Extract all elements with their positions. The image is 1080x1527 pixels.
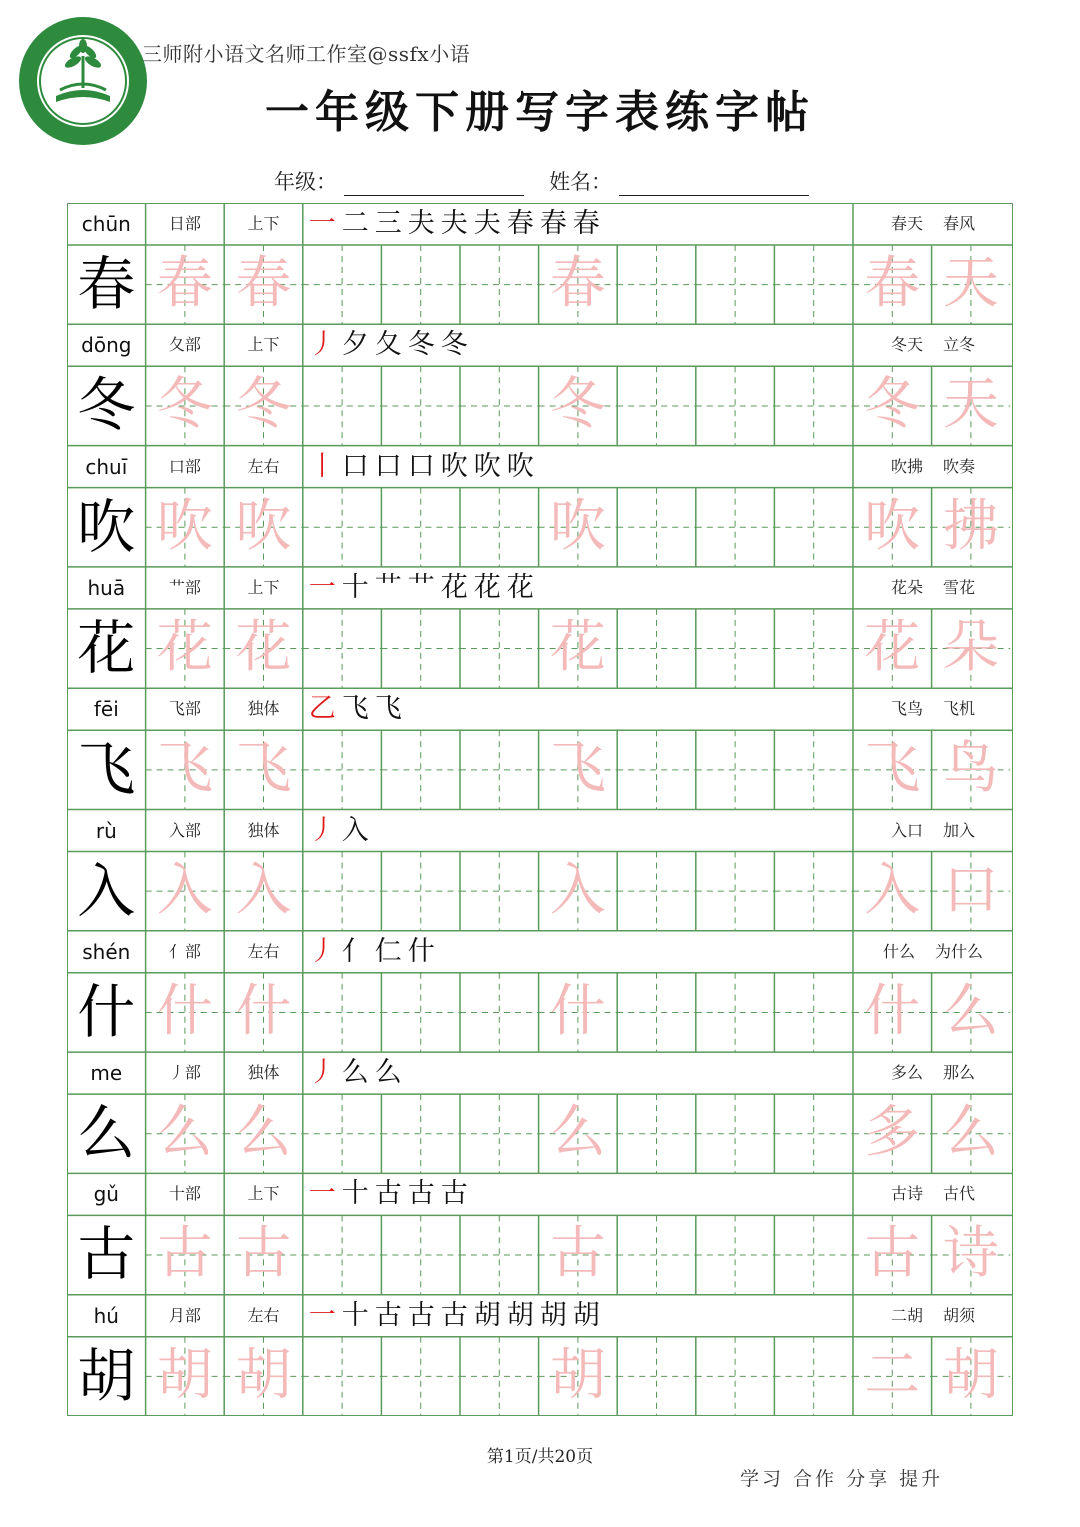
word-trace-character: 什 bbox=[864, 978, 921, 1044]
model-character: 入 bbox=[77, 856, 136, 925]
word-trace-character: 春 bbox=[864, 251, 921, 316]
practice-cell[interactable] bbox=[460, 973, 539, 1052]
example-word: 入口 bbox=[890, 820, 923, 840]
practice-cell[interactable] bbox=[381, 852, 460, 931]
trace-character: 入 bbox=[549, 857, 606, 923]
pinyin-label: huā bbox=[87, 575, 126, 600]
stroke-step: 古 bbox=[374, 1299, 408, 1331]
practice-cell[interactable] bbox=[381, 1337, 460, 1416]
radical-label: 亻部 bbox=[168, 941, 201, 961]
practice-cell[interactable] bbox=[303, 1094, 382, 1173]
practice-cell[interactable] bbox=[460, 245, 539, 324]
stroke-step: 冬 bbox=[440, 329, 474, 361]
stroke-step: 乙 bbox=[308, 693, 342, 725]
stroke-step: 胡 bbox=[539, 1299, 573, 1331]
practice-cell[interactable] bbox=[381, 609, 460, 688]
stroke-step: 春 bbox=[506, 208, 540, 239]
stroke-order bbox=[309, 1295, 853, 1337]
stroke-step: 十 bbox=[341, 571, 375, 603]
stroke-step: 夫 bbox=[473, 208, 507, 239]
example-words bbox=[853, 1052, 1013, 1094]
stroke-step: 三 bbox=[374, 208, 408, 239]
stroke-step: 艹 bbox=[407, 571, 441, 603]
trace-character: 古 bbox=[549, 1221, 606, 1287]
example-word: 胡须 bbox=[943, 1305, 976, 1325]
trace-character: 花 bbox=[549, 614, 606, 680]
word-trace-character: 飞 bbox=[864, 736, 921, 802]
radical-label: 日部 bbox=[168, 214, 201, 233]
stroke-step: 丿 bbox=[308, 329, 342, 361]
model-character: 胡 bbox=[77, 1341, 136, 1410]
practice-cell[interactable] bbox=[460, 1215, 539, 1294]
stroke-step: 古 bbox=[440, 1178, 474, 1210]
practice-cell[interactable] bbox=[303, 609, 382, 688]
practice-cell[interactable] bbox=[696, 609, 775, 688]
model-character: 么 bbox=[77, 1099, 136, 1168]
practice-cell[interactable] bbox=[460, 730, 539, 809]
practice-cell[interactable] bbox=[696, 488, 775, 567]
stroke-order bbox=[309, 1052, 853, 1094]
stroke-step: 口 bbox=[341, 450, 375, 482]
practice-cell[interactable] bbox=[774, 973, 853, 1052]
example-word: 古诗 bbox=[890, 1184, 923, 1204]
stroke-step: 花 bbox=[473, 571, 507, 603]
trace-character: 入 bbox=[235, 857, 292, 923]
stroke-step: 胡 bbox=[473, 1299, 507, 1331]
practice-cell[interactable] bbox=[696, 1094, 775, 1173]
stroke-step: 十 bbox=[341, 1178, 375, 1210]
word-trace-character: 拂 bbox=[942, 493, 999, 559]
structure-label: 左右 bbox=[247, 941, 280, 961]
trace-character: 入 bbox=[156, 857, 213, 923]
word-trace-character: 二 bbox=[864, 1342, 921, 1408]
example-word: 为什么 bbox=[935, 941, 984, 961]
stroke-order bbox=[309, 446, 853, 488]
stroke-step: 什 bbox=[407, 935, 441, 967]
example-words bbox=[853, 810, 1013, 852]
practice-cell[interactable] bbox=[774, 1337, 853, 1416]
stroke-step: 口 bbox=[407, 450, 441, 482]
trace-character: 花 bbox=[235, 614, 292, 680]
model-character: 冬 bbox=[77, 371, 136, 440]
example-word: 春天 bbox=[890, 214, 923, 233]
practice-cell[interactable] bbox=[774, 609, 853, 688]
stroke-step: 一 bbox=[308, 1178, 342, 1210]
trace-character: 胡 bbox=[549, 1342, 606, 1408]
practice-cell[interactable] bbox=[381, 488, 460, 567]
trace-character: 吹 bbox=[156, 493, 213, 559]
trace-character: 什 bbox=[549, 978, 606, 1044]
word-trace-character: 胡 bbox=[942, 1342, 999, 1408]
structure-label: 左右 bbox=[247, 1305, 280, 1325]
trace-character: 古 bbox=[156, 1221, 213, 1287]
practice-cell[interactable] bbox=[696, 730, 775, 809]
practice-cell[interactable] bbox=[303, 1215, 382, 1294]
practice-cell[interactable] bbox=[303, 730, 382, 809]
practice-cell[interactable] bbox=[460, 1094, 539, 1173]
practice-cell[interactable] bbox=[617, 730, 696, 809]
word-trace-character: 入 bbox=[864, 857, 921, 923]
pinyin-label: hú bbox=[93, 1303, 119, 1328]
practice-grid bbox=[67, 203, 1013, 1416]
page-title: 一年级下册写字表练字帖 bbox=[265, 87, 815, 138]
pinyin-label: dōng bbox=[81, 333, 132, 358]
studio-header: 三师附小语文名师工作室@ssfx小语 bbox=[142, 42, 471, 66]
stroke-step: 亻 bbox=[341, 935, 375, 967]
trace-character: 什 bbox=[156, 978, 213, 1044]
structure-label: 上下 bbox=[247, 577, 280, 597]
example-word: 二胡 bbox=[890, 1305, 923, 1325]
word-trace-character: 天 bbox=[942, 372, 999, 438]
practice-cell[interactable] bbox=[381, 973, 460, 1052]
stroke-order bbox=[309, 567, 853, 609]
footer-motto: 学习 合作 分享 提升 bbox=[740, 1468, 944, 1490]
model-character: 吹 bbox=[77, 492, 136, 561]
practice-cell[interactable] bbox=[303, 973, 382, 1052]
practice-cell[interactable] bbox=[617, 973, 696, 1052]
practice-cell[interactable] bbox=[381, 1215, 460, 1294]
practice-cell[interactable] bbox=[774, 245, 853, 324]
word-trace-character: 么 bbox=[942, 1100, 999, 1166]
word-trace-character: 朵 bbox=[942, 614, 999, 680]
example-word: 什么 bbox=[882, 941, 915, 961]
example-word: 立冬 bbox=[943, 335, 976, 355]
trace-character: 胡 bbox=[235, 1342, 292, 1408]
practice-cell[interactable] bbox=[696, 366, 775, 445]
example-word: 多么 bbox=[890, 1063, 923, 1083]
stroke-step: 古 bbox=[407, 1299, 441, 1331]
pinyin-label: chūn bbox=[81, 212, 131, 236]
word-trace-character: 天 bbox=[942, 251, 999, 316]
example-word: 雪花 bbox=[943, 577, 976, 597]
stroke-step: 丿 bbox=[308, 935, 342, 967]
stroke-step: 二 bbox=[341, 208, 375, 239]
stroke-step: 古 bbox=[440, 1299, 474, 1331]
stroke-step: 丿 bbox=[308, 814, 342, 846]
practice-cell[interactable] bbox=[460, 366, 539, 445]
radical-label: 十部 bbox=[168, 1184, 201, 1204]
stroke-step: 夫 bbox=[440, 208, 474, 239]
word-trace-character: 冬 bbox=[864, 372, 921, 438]
example-word: 那么 bbox=[943, 1063, 976, 1083]
structure-label: 上下 bbox=[247, 1184, 280, 1204]
practice-cell[interactable] bbox=[696, 245, 775, 324]
stroke-step: 一 bbox=[308, 571, 342, 603]
practice-cell[interactable] bbox=[617, 609, 696, 688]
practice-cell[interactable] bbox=[774, 730, 853, 809]
example-word: 花朵 bbox=[890, 577, 923, 597]
example-word: 加入 bbox=[943, 820, 976, 840]
word-trace-character: 多 bbox=[864, 1100, 921, 1166]
trace-character: 飞 bbox=[549, 736, 606, 802]
trace-character: 飞 bbox=[235, 736, 292, 802]
example-words bbox=[853, 567, 1013, 609]
practice-cell[interactable] bbox=[381, 245, 460, 324]
model-character: 古 bbox=[77, 1220, 136, 1289]
practice-cell[interactable] bbox=[381, 366, 460, 445]
practice-cell[interactable] bbox=[460, 488, 539, 567]
practice-cell[interactable] bbox=[303, 245, 382, 324]
word-trace-character: 花 bbox=[864, 614, 921, 680]
practice-cell[interactable] bbox=[617, 852, 696, 931]
radical-label: 夂部 bbox=[168, 335, 201, 355]
practice-cell[interactable] bbox=[303, 366, 382, 445]
stroke-step: 春 bbox=[539, 208, 573, 239]
trace-character: 么 bbox=[549, 1100, 606, 1166]
trace-character: 花 bbox=[156, 614, 213, 680]
practice-cell[interactable] bbox=[617, 366, 696, 445]
practice-cell[interactable] bbox=[696, 1215, 775, 1294]
practice-cell[interactable] bbox=[774, 488, 853, 567]
pinyin-label: shén bbox=[82, 939, 131, 964]
stroke-step: 吹 bbox=[440, 450, 474, 482]
trace-character: 么 bbox=[235, 1100, 292, 1166]
example-word: 飞鸟 bbox=[890, 699, 923, 719]
stroke-step: 古 bbox=[374, 1178, 408, 1210]
radical-label: 艹部 bbox=[168, 577, 201, 597]
trace-character: 冬 bbox=[549, 372, 606, 438]
example-words bbox=[853, 931, 1013, 973]
trace-character: 冬 bbox=[156, 372, 213, 438]
trace-character: 春 bbox=[235, 251, 292, 316]
word-trace-character: 口 bbox=[942, 857, 999, 923]
practice-cell[interactable] bbox=[617, 488, 696, 567]
stroke-step: 夂 bbox=[374, 329, 408, 361]
stroke-step: 吹 bbox=[506, 450, 540, 482]
stroke-step: 冬 bbox=[407, 329, 441, 361]
practice-cell[interactable] bbox=[696, 973, 775, 1052]
example-words bbox=[853, 1173, 1013, 1215]
stroke-order bbox=[309, 688, 853, 730]
stroke-step: 十 bbox=[341, 1299, 375, 1331]
trace-character: 什 bbox=[235, 978, 292, 1044]
practice-cell[interactable] bbox=[381, 730, 460, 809]
stroke-step: 胡 bbox=[506, 1299, 540, 1331]
stroke-step: 飞 bbox=[374, 693, 408, 725]
example-words bbox=[853, 1295, 1013, 1337]
model-character: 春 bbox=[77, 250, 136, 318]
pinyin-label: chuī bbox=[85, 454, 128, 479]
stroke-step: 胡 bbox=[572, 1299, 606, 1331]
stroke-step: 口 bbox=[374, 450, 408, 482]
stroke-step: 古 bbox=[407, 1178, 441, 1210]
example-word: 春风 bbox=[943, 214, 976, 233]
example-word: 吹拂 bbox=[890, 456, 923, 476]
word-trace-character: 么 bbox=[942, 978, 999, 1044]
example-words bbox=[853, 446, 1013, 488]
radical-label: 入部 bbox=[168, 820, 201, 840]
trace-character: 吹 bbox=[549, 493, 606, 559]
page-number: 第1页/共20页 bbox=[486, 1447, 594, 1467]
trace-character: 吹 bbox=[235, 493, 292, 559]
example-word: 冬天 bbox=[890, 335, 923, 355]
practice-cell[interactable] bbox=[460, 852, 539, 931]
practice-cell[interactable] bbox=[774, 1094, 853, 1173]
stroke-step: 一 bbox=[308, 208, 342, 239]
stroke-step: 夫 bbox=[407, 208, 441, 239]
radical-label: 月部 bbox=[168, 1305, 201, 1325]
example-words bbox=[853, 688, 1013, 730]
practice-cell[interactable] bbox=[774, 366, 853, 445]
word-trace-character: 吹 bbox=[864, 493, 921, 559]
example-words bbox=[853, 203, 1013, 245]
radical-label: 飞部 bbox=[168, 699, 201, 719]
pinyin-label: me bbox=[90, 1061, 123, 1086]
stroke-step: 夕 bbox=[341, 329, 375, 361]
practice-cell[interactable] bbox=[617, 1215, 696, 1294]
grade-field[interactable] bbox=[344, 173, 524, 196]
stroke-step: 飞 bbox=[341, 693, 375, 725]
practice-cell[interactable] bbox=[303, 852, 382, 931]
practice-cell[interactable] bbox=[617, 245, 696, 324]
radical-label: 口部 bbox=[168, 456, 201, 476]
practice-cell[interactable] bbox=[696, 852, 775, 931]
stroke-step: 花 bbox=[506, 571, 540, 603]
example-word: 飞机 bbox=[943, 699, 976, 719]
stroke-order bbox=[309, 324, 853, 366]
trace-character: 么 bbox=[156, 1100, 213, 1166]
model-character: 什 bbox=[77, 977, 136, 1046]
practice-cell[interactable] bbox=[460, 609, 539, 688]
structure-label: 独体 bbox=[247, 820, 280, 840]
stroke-step: 艹 bbox=[374, 571, 408, 603]
word-trace-character: 鸟 bbox=[942, 736, 999, 802]
stroke-step: 入 bbox=[341, 814, 375, 846]
practice-cell[interactable] bbox=[381, 1094, 460, 1173]
structure-label: 独体 bbox=[247, 699, 280, 719]
practice-cell[interactable] bbox=[696, 1337, 775, 1416]
trace-character: 春 bbox=[549, 251, 606, 316]
word-trace-character: 古 bbox=[864, 1221, 921, 1287]
practice-cell[interactable] bbox=[617, 1094, 696, 1173]
trace-character: 春 bbox=[156, 251, 213, 316]
pinyin-label: rù bbox=[95, 818, 117, 843]
stroke-order bbox=[309, 1173, 853, 1215]
stroke-step: 么 bbox=[341, 1057, 375, 1089]
stroke-step: 仁 bbox=[374, 935, 408, 967]
trace-character: 冬 bbox=[235, 372, 292, 438]
practice-cell[interactable] bbox=[303, 1337, 382, 1416]
stroke-step: 丨 bbox=[308, 450, 342, 482]
structure-label: 上下 bbox=[247, 214, 280, 233]
radical-label: 丿部 bbox=[168, 1063, 201, 1083]
structure-label: 独体 bbox=[247, 1063, 280, 1083]
practice-cell[interactable] bbox=[617, 1337, 696, 1416]
student-info-line bbox=[274, 166, 809, 196]
stroke-step: 一 bbox=[308, 1299, 342, 1331]
trace-character: 古 bbox=[235, 1221, 292, 1287]
word-trace-character: 诗 bbox=[942, 1221, 999, 1287]
stroke-order bbox=[309, 810, 853, 852]
trace-character: 胡 bbox=[156, 1342, 213, 1408]
model-character: 花 bbox=[77, 613, 136, 682]
example-word: 吹奏 bbox=[943, 456, 976, 476]
example-words bbox=[853, 324, 1013, 366]
pinyin-label: gǔ bbox=[93, 1182, 119, 1207]
stroke-step: 花 bbox=[440, 571, 474, 603]
practice-cell[interactable] bbox=[460, 1337, 539, 1416]
structure-label: 左右 bbox=[247, 456, 280, 476]
pinyin-label: fēi bbox=[93, 697, 119, 722]
practice-cell[interactable] bbox=[774, 852, 853, 931]
stroke-order bbox=[309, 931, 853, 973]
structure-label: 上下 bbox=[247, 335, 280, 355]
stroke-step: 吹 bbox=[473, 450, 507, 482]
grade-label: 年级： bbox=[274, 170, 337, 194]
stroke-step: 丿 bbox=[308, 1057, 342, 1089]
model-character: 飞 bbox=[77, 735, 136, 804]
trace-character: 飞 bbox=[156, 736, 213, 802]
practice-cell[interactable] bbox=[303, 488, 382, 567]
stroke-order bbox=[309, 203, 853, 245]
stroke-step: 春 bbox=[572, 208, 606, 239]
name-field[interactable] bbox=[619, 173, 809, 196]
name-label: 姓名： bbox=[549, 170, 613, 194]
stroke-step: 么 bbox=[374, 1057, 408, 1089]
practice-cell[interactable] bbox=[774, 1215, 853, 1294]
example-word: 古代 bbox=[943, 1184, 976, 1204]
